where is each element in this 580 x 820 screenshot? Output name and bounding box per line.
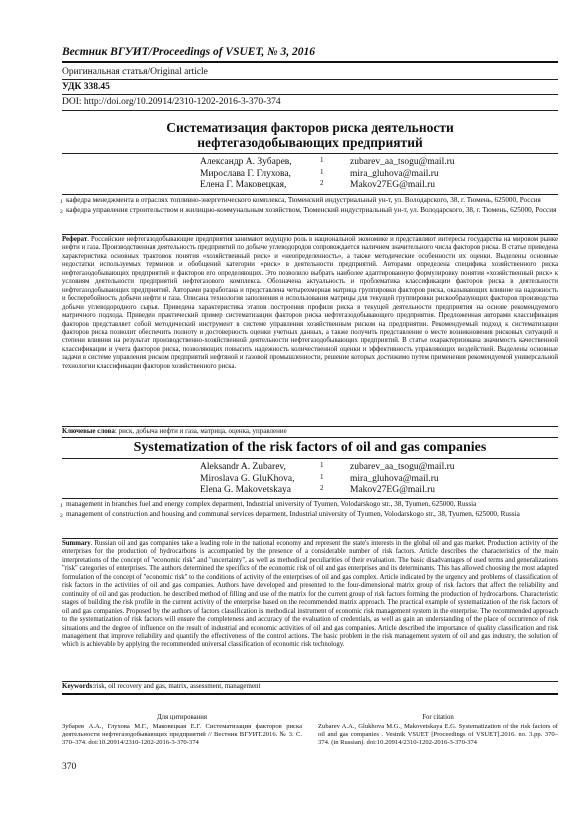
affiliation-num: 2 <box>60 513 63 520</box>
title-ru-line2: нефтегазодобывающих предприятий <box>197 135 423 150</box>
affiliation <box>62 510 558 519</box>
affiliation <box>62 500 558 509</box>
author-email[interactable]: mira_gluhova@mail.ru <box>350 168 439 179</box>
summary-text: . Russian oil and gas companies take a leading role in the national economy and represent the state's interests in the global oil and gas market. Production activity of the enterprises for the production of hydrocarbons is accompanied by the presence of a considerable number of risk factors. Article describes the characteristics of the main interpretations of the concept of "economic risk" and "uncertainty", as well as methodical peculiarities of their evaluation. The basic disadvantages of used terms and generalizations "risk" categories of enterprises. The authors determined the specifics of the economic risk of oil and gas enterprises and its determinants. This has allowed choosing the most adapted formulation of the concept of "economic risk" to the conditions of activity of the enterprises of oil and gas complex. Article indicated by the urgency and problems of classification of risk factors in the activities of oil and gas companies. Authors have developed and presented to the four-dimensional matrix group of risk factors that affect the reliability and continuity of oil and gas production. he described method of filling and use of the matrix for the current group of risk factors forming the production of hydrocarbons. Characteristic stages of building the risk profile in the current activity of the enterprise based on the recommended matrix approach. The practical example of systematization of the risk factors of oil and gas companies. Proposed by the authors of factors classification is methodical instrument of economic risk management system in the enterprise. The recommended approach to the systematization of risk factors will ensure the completeness and accuracy of the evaluation of credentials, as well as gain an understanding of the place of occurrence of risk situations and the degree of influence on the result of industrial and economic activities of oil and gas companies. Article described the importance of quality classification and risk management that improve reliability and quantify the effectiveness of the control actions. The basic problem in the risk management system of oil and gas industry, the solution of which is achievable by applying the recommended universal classification of economic risk technology. <box>62 540 558 649</box>
citation-ru-heading: Для цитирования <box>156 714 208 721</box>
citation-en: Zubarev A.A., Glukhova M.G., Makovetskaya E.G. Systematization of the risk factors of oil and gas companies . Vestnik VSUET [Proceedings of VSUET].2016. no. 3.pp. 370–374. (in Russian). doi:10.20914/2310-1202-2016-3-370-374 <box>318 723 558 747</box>
keywords-ru <box>62 427 558 436</box>
udk: УДК 338.45 <box>62 82 110 92</box>
author-name: Elena G. Makovetskaya <box>200 485 292 495</box>
divider <box>62 234 558 235</box>
author-email[interactable]: Makov27EG@mail.ru <box>350 485 435 495</box>
author-email[interactable]: Makov27EG@mail.ru <box>350 180 435 190</box>
keywords-text: : риск, добыча нефти и газа, матрица, оценка, управление <box>114 427 287 435</box>
author-name: Александр А. Зубарев, <box>200 157 292 167</box>
title-en: Systematization of the risk factors of oil and gas companies <box>133 440 487 455</box>
page-number: 370 <box>62 762 77 772</box>
affiliation-text: management in branches fuel and energy complex deparment, Industrial university of Tyumen, Volodarskogo str., 38, Tyumen, 625000, Russia <box>66 500 477 508</box>
affiliation-num: 2 <box>60 209 63 216</box>
divider <box>62 194 558 195</box>
doi[interactable]: DOI: http://doi.org/10.20914/2310-1202-2016-3-370-374 <box>62 97 281 107</box>
author-email[interactable]: zubarev_aa_tsogu@mail.ru <box>350 157 455 167</box>
divider <box>62 153 558 154</box>
affiliation <box>62 196 558 205</box>
article-type: Оригинальная статья/Original article <box>62 67 208 77</box>
affiliation-text: кафедра менеджмента в отраслях топливно-энергетического комплекса, Тюменский индустриальный ун-т, ул. Володарского, 38, г. Тюмень, 625000, Россия <box>66 196 541 204</box>
affiliation-text: management of construction and housing and communal services deparment, Industrial university of Tyumen, Volodarskogo str., 38, Tyumen, 625000, Russia <box>66 510 520 519</box>
keywords-text: :risk, oil recovery and gas, matrix, assessment, management <box>92 682 261 690</box>
author-sup: 1 <box>320 156 324 164</box>
author-sup: 2 <box>320 179 324 187</box>
author-sup: 1 <box>320 461 324 469</box>
title-ru-line1: Систематизация факторов риска деятельности <box>166 120 454 135</box>
author-name: Елена Г. Маковецкая, <box>200 180 287 190</box>
divider <box>62 498 558 499</box>
divider <box>62 110 558 111</box>
author-email[interactable]: mira_gluhova@mail.ru <box>350 473 439 484</box>
journal-header: Вестник ВГУИТ/Proceedings of VSUET, № 3, 2016 <box>62 46 316 58</box>
affiliations-en <box>62 500 558 519</box>
affiliation-num: 1 <box>60 199 63 205</box>
divider <box>62 538 558 539</box>
keywords-label: Keywords <box>62 682 93 690</box>
divider <box>62 94 558 95</box>
citation-en-heading: For citation <box>422 714 454 721</box>
keywords-en <box>62 682 558 691</box>
affiliation-text: кафедра управления строительством и жилищно-коммунальным хозяйством, Тюменский индустриальный ун-т, ул. Володарского, 38, г. Тюмень, 625000, Россия <box>66 206 557 215</box>
author-sup: 1 <box>320 472 324 481</box>
summary-label: Summary <box>62 540 91 547</box>
divider <box>62 458 558 459</box>
author-name: Miroslava G. GluKhova, <box>200 473 295 484</box>
abstract-label: Реферат <box>62 236 88 243</box>
author-sup: 2 <box>320 484 324 492</box>
affiliations-ru <box>62 196 558 215</box>
keywords-label: Ключевые слова <box>62 427 115 435</box>
divider <box>62 79 558 80</box>
divider <box>62 437 558 438</box>
summary-en <box>62 540 558 650</box>
author-name: Мирослава Г. Глухова, <box>200 168 291 179</box>
abstract-text: . Российские нефтегазодобывающие предприятия занимают ведущую роль в национальной экономике и представляют интересы государства на мировом рынке нефти и газа. Производственная деятельность предприятий по добыче углеводородов сопровождается наличием значительного числа факторов риска. В статье приведена характеристика основных трактовок понятия «хозяйственный риск» и «неопределенность», а также методические особенности их оценки. Выделены основные недостатки используемых терминов и обобщений категории «риск» в деятельности предприятий. Авторами определена специфика хозяйственного риска нефтегазодобывающих предприятий и факторов его определяющих. Это позволило выбрать наиболее адаптированную формулировку понятия «хозяйственный риск» к условиям деятельности предприятий нефтегазового комплекса. Обозначена актуальность и проблематика классификации факторов риска в деятельности нефтегазодобывающих предприятий. Авторами разработана и представлена четырехмерная матрица группировки факторов риска, оказывающих влияние на надежность и бесперебойность добычи нефти и газа. Описана технология заполнения и использования матрицы для текущей группировки рискообразующих факторов производства добычи углеводородного сырья. Приведена характеристика этапов построения профиля риска в текущей деятельности предприятия на основе рекомендуемого матричного подхода. Приведен практический пример систематизации факторов риска нефтегазодобывающего предприятия. Предложенная авторами классификация факторов представляет собой методический инструмент в системе управления хозяйственным риском на предприятии. Рекомендуемый подход к систематизации факторов риска позволит обеспечить полноту и достоверность оценки учетных данных, а также получить представление о месте возникновения рисковых ситуаций и степени влияния на результат производственно-хозяйственной деятельности нефтегазодобывающих предприятий. В статье охарактеризована значимость качественной классификации и учета факторов риска, позволяющих повысить надежность количественной оценки и эффективность управляющих воздействий. Выделены основные задачи в системе управления риском предприятий нефтяной и газовой промышленности, решение которых достижимо путем применения рекомендуемой универсальной технологии классификации факторов хозяйственного риска. <box>62 236 558 370</box>
header-rule <box>62 61 558 63</box>
abstract-ru <box>62 236 558 371</box>
author-name: Aleksandr A. Zubarev, <box>200 462 286 472</box>
author-sup: 1 <box>320 167 324 176</box>
title-ru <box>62 120 558 150</box>
affiliation-num: 1 <box>60 503 63 509</box>
citation-ru: Зубарев А.А., Глухова М.Г., Маковецкая Е.Г. Систематизация факторов риска деятельности нефтегазодобывающих предприятий // Вестник ВГУИТ.2016. № 3. С. 370–374. doi:10.20914/2310-1202-2016-3-370-374 <box>62 723 302 747</box>
divider <box>62 693 558 695</box>
affiliation <box>62 206 558 215</box>
author-email[interactable]: zubarev_aa_tsogu@mail.ru <box>350 462 455 472</box>
